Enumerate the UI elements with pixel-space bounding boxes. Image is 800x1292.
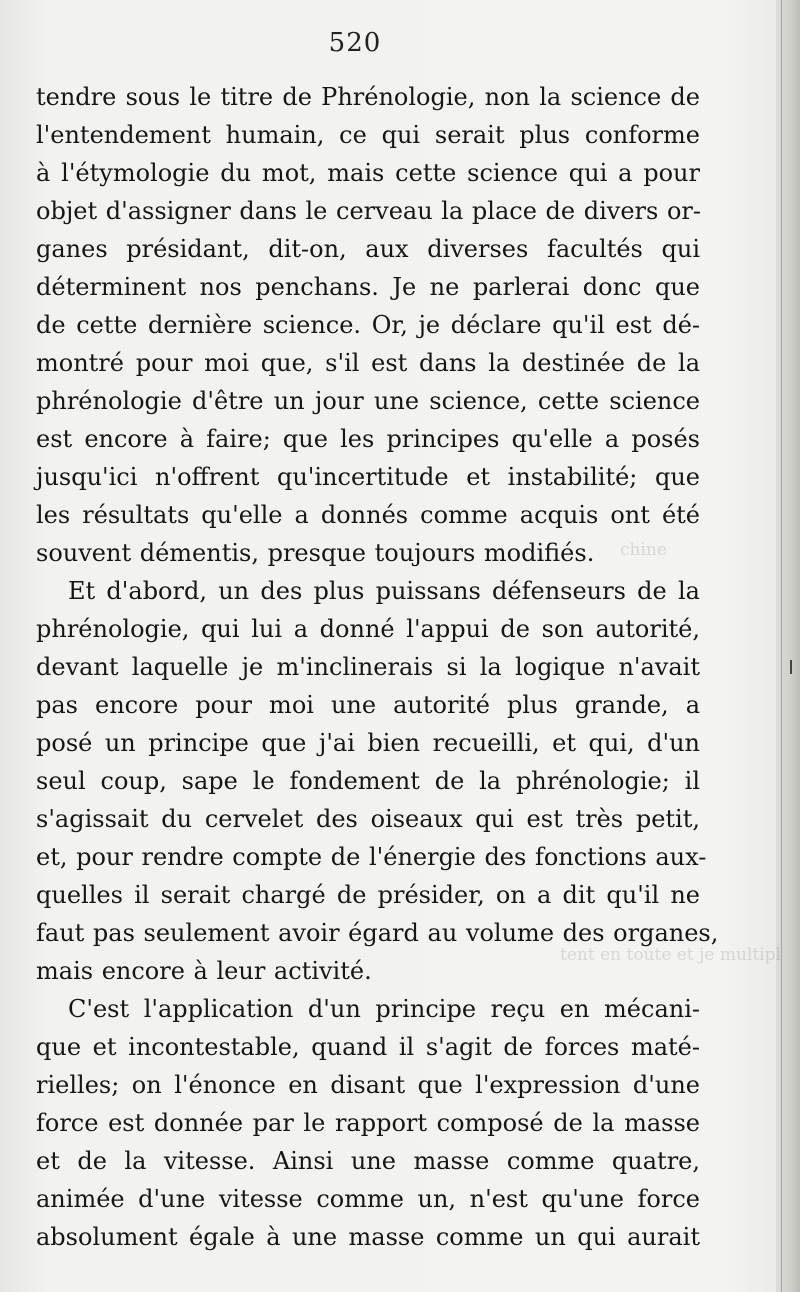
text-line: ganes présidant, dit-on, aux diverses facultés qui	[36, 235, 700, 263]
text-line: phrénologie, qui lui a donné l'appui de son autorité,	[36, 615, 700, 643]
text-line: Et d'abord, un des plus puissans défenseurs de la	[68, 577, 700, 605]
text-line: pas encore pour moi une autorité plus grande, a	[36, 691, 700, 719]
text-line: tendre sous le titre de Phrénologie, non la science de	[36, 83, 700, 111]
text-line: objet d'assigner dans le cerveau la place de divers or-	[36, 197, 701, 225]
text-line: à l'étymologie du mot, mais cette science qui a pour	[36, 159, 700, 187]
text-line: s'agissait du cervelet des oiseaux qui est très petit,	[36, 805, 700, 833]
text-line: déterminent nos penchans. Je ne parlerai donc que	[36, 273, 700, 301]
paragraph	[36, 990, 700, 1256]
text-line: est encore à faire; que les principes qu'elle a posés	[36, 425, 700, 453]
text-line: mais encore à leur activité.	[36, 957, 372, 985]
text-line: posé un principe que j'ai bien recueilli, et qui, d'un	[36, 729, 700, 757]
text-line: souvent démentis, presque toujours modifiés.	[36, 539, 595, 567]
text-line: animée d'une vitesse comme un, n'est qu'une force	[36, 1185, 700, 1213]
text-line: jusqu'ici n'offrent qu'incertitude et instabilité; que	[36, 463, 700, 491]
page-body-text	[36, 78, 719, 1256]
text-line: et de la vitesse. Ainsi une masse comme quatre,	[36, 1147, 700, 1175]
paragraph	[36, 78, 700, 572]
bleed-through-text: chine	[620, 540, 667, 560]
text-line: C'est l'application d'un principe reçu en mécani-	[68, 995, 700, 1023]
text-line: phrénologie d'être un jour une science, cette science	[36, 387, 700, 415]
text-line: absolument égale à une masse comme un qui aurait	[36, 1223, 700, 1251]
text-line: force est donnée par le rapport composé de la masse	[36, 1109, 700, 1137]
text-line: montré pour moi que, s'il est dans la destinée de la	[36, 349, 700, 377]
page-gutter-edge	[776, 0, 800, 1292]
text-line: et, pour rendre compte de l'énergie des fonctions aux-	[36, 843, 707, 871]
page-number: 520	[328, 28, 382, 58]
bleed-through-text: tent en toute et je multipl	[560, 945, 781, 965]
text-line: quelles il serait chargé de présider, on a dit qu'il ne	[36, 881, 700, 909]
text-line: les résultats qu'elle a donnés comme acquis ont été	[36, 501, 700, 529]
text-line: que et incontestable, quand il s'agit de forces maté-	[36, 1033, 700, 1061]
margin-mark	[790, 660, 798, 674]
text-line: faut pas seulement avoir égard au volume des organes,	[36, 919, 719, 947]
paragraph	[36, 572, 719, 990]
text-line: devant laquelle je m'inclinerais si la logique n'avait	[36, 653, 700, 681]
text-line: de cette dernière science. Or, je déclare qu'il est dé-	[36, 311, 700, 339]
text-line: rielles; on l'énonce en disant que l'expression d'une	[36, 1071, 700, 1099]
text-line: l'entendement humain, ce qui serait plus conforme	[36, 121, 700, 149]
text-line: seul coup, sape le fondement de la phrénologie; il	[36, 767, 700, 795]
